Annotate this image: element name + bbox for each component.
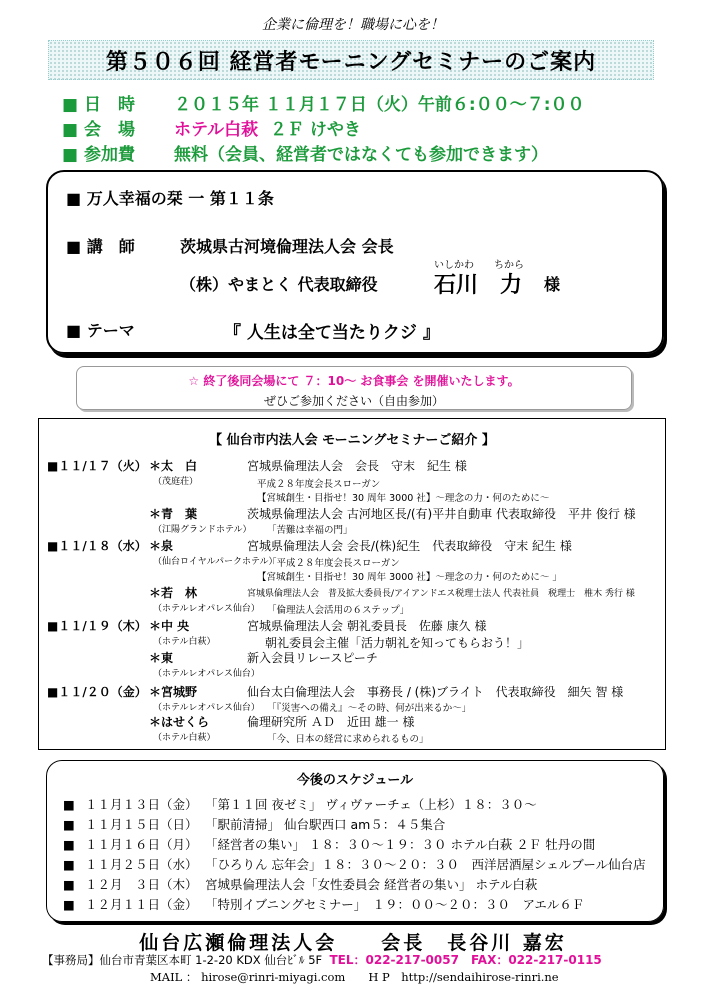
ruby-given: ちから <box>494 260 524 271</box>
intro-date-1119: ■１１/１９（木） <box>47 619 147 633</box>
e6-speaker: 新入会員リレースピーチ <box>247 651 378 665</box>
e8-name: ＊はせくら <box>149 715 210 729</box>
lecturer-label: ■ 講 師 <box>66 237 135 256</box>
speaker-box <box>46 170 664 354</box>
title-banner <box>48 40 654 80</box>
e7-speaker: 仙台太白倫理法人会 事務長 / (株)ブライト 代表取締役 細矢 智 様 <box>247 685 624 699</box>
e2-venue: （江陽グランドホテル） <box>153 525 252 535</box>
fee-row <box>62 140 548 165</box>
ruby-family: いしかわ <box>434 260 474 271</box>
schedule-item: ■ １１月１３日（金） 「第１１回 夜ゼミ」 ヴィヴァーチェ（上杉）１８：３０～ <box>63 797 537 812</box>
e5-name: ＊中 央 <box>149 619 190 633</box>
schedule-item: ■ １１月１５日（日） 「駅前清掃」 仙台駅西口 am５：４５集合 <box>63 817 446 832</box>
schedule-event: 「特別イブニングセミナー」 １９：００～２０：３０ アエル６Ｆ <box>205 897 585 912</box>
speaker-name: 石川 力 <box>434 273 523 298</box>
schedule-date: １２月 ３日（木） <box>85 877 198 892</box>
schedule-title: 今後のスケジュール <box>296 773 414 788</box>
e1-line-1: 平成２８年度会長スローガン <box>257 479 381 490</box>
e2-name: ＊青 葉 <box>149 507 198 521</box>
e6-name: ＊東 <box>149 651 174 665</box>
e4-name: ＊若 林 <box>149 586 198 600</box>
e3-line-1: 「平成２８年度会長スローガン <box>267 558 400 569</box>
theme-label: ■ テーマ <box>66 321 135 340</box>
e2-speaker: 茨城県倫理法人会 古河地区長/(有)平井自動車 代表取締役 平井 俊行 様 <box>247 507 636 521</box>
schedule-date: １１月１３日（金） <box>85 797 198 812</box>
dinner-line-1: ☆ 終了後同会場にて ７：10～ お食事会 を開催いたします。 <box>188 374 520 388</box>
venue-name: ホテル白萩 <box>174 120 259 140</box>
intro-date-1118: ■１１/１８（水） <box>47 539 147 553</box>
intro-title: 【 仙台市内法人会 モーニングセミナーご紹介 】 <box>209 433 495 448</box>
schedule-box <box>46 760 664 922</box>
e4-venue: （ホテルレオパレス仙台） <box>153 604 260 614</box>
schedule-item: ■ １２月 ３日（木） 宮城県倫理法人会「女性委員会 経営者の集い」 ホテル白萩 <box>63 877 538 892</box>
schedule-date: １１月１５日（日） <box>85 817 198 832</box>
schedule-date: １２月１１日（金） <box>85 897 198 912</box>
e1-venue: （茂庭荘） <box>153 477 199 487</box>
office-phone: TEL：022-217-0057 FAX：022-217-0115 <box>329 953 602 967</box>
schedule-item: ■ １２月１１日（金） 「特別イブニングセミナー」 １９：００～２０：３０ アエル６Ｆ <box>63 897 585 912</box>
e1-name: ＊太 白 <box>149 459 198 473</box>
speaker-honorific: 様 <box>544 275 561 294</box>
office-address: 【事務局】仙台市青葉区本町 1-2-20 KDX 仙台ﾋﾞﾙ 5F <box>42 953 323 967</box>
schedule-event: 宮城県倫理法人会「女性委員会 経営者の集い」 ホテル白萩 <box>205 877 538 892</box>
office-line <box>42 951 602 968</box>
e2-line-1: 「苦難は幸福の門」 <box>267 525 353 536</box>
e7-line-1: 「『災害への備え』～その時、何が出来るか～」 <box>267 703 472 714</box>
date-label: ■ 日 時 <box>62 95 135 115</box>
e4-speaker: 宮城県倫理法人会 普及拡大委員長/アイアンドエス税理士法人 代表社員 税理士 椎木 秀行 様 <box>247 589 635 599</box>
schedule-event: 「駅前清掃」 仙台駅西口 am５：４５集合 <box>205 817 446 832</box>
organization-name: 仙台広瀬倫理法人会 会長 長谷川 嘉宏 <box>139 932 567 954</box>
fee-label: ■ 参加費 <box>62 145 135 165</box>
e8-line-1: 「今、日本の経営に求められるもの」 <box>267 734 429 745</box>
fee-value: 無料（会員、経営者ではなくても参加できます） <box>174 145 548 165</box>
e7-name: ＊宮城野 <box>149 685 198 699</box>
e7-venue: （ホテルレオパレス仙台） <box>153 703 260 713</box>
schedule-event: 「ひろりん 忘年会」１８：３０～２０：３０ 西洋居酒屋シェルブール仙台店 <box>205 857 646 872</box>
e3-venue: （仙台ロイヤルパークホテル） <box>153 557 278 567</box>
e5-venue: （ホテル白萩） <box>153 637 216 647</box>
intro-date-1117: ■１１/１７（火） <box>47 459 147 473</box>
venue-label: ■ 会 場 <box>62 120 135 140</box>
e8-speaker: 倫理研究所 ＡＤ 近田 雄一 様 <box>247 715 415 729</box>
dinner-line-2: ぜひご参加ください（自由参加） <box>263 394 444 408</box>
e8-venue: （ホテル白萩） <box>153 733 216 743</box>
page-title: 第５０６回 経営者モーニングセミナーのご案内 <box>105 49 597 75</box>
e3-speaker: 宮城県倫理法人会 会長/(株)紀生 代表取締役 守末 紀生 様 <box>247 539 572 553</box>
schedule-item: ■ １１月１６日（月） 「経営者の集い」 １８：３０～１９：３０ ホテル白萩 ２Ｆ 牡丹の間 <box>63 837 596 852</box>
venue-room: ２Ｆ けやき <box>270 120 361 140</box>
speaker-affiliation: 茨城県古河境倫理法人会 会長 <box>180 237 394 256</box>
schedule-date: １１月２５日（水） <box>85 857 198 872</box>
contact-mail-line: MAIL ： hirose@rinri-miyagi.com H P http://sendaihirose-rinri.ne <box>150 970 559 984</box>
seminar-intro-box <box>38 418 666 750</box>
schedule-event: 「経営者の集い」 １８：３０～１９：３０ ホテル白萩 ２Ｆ 牡丹の間 <box>205 837 596 852</box>
date-row <box>62 90 585 115</box>
venue-row <box>62 115 361 140</box>
article-line: ■ 万人幸福の栞 一 第１１条 <box>66 189 274 208</box>
e1-line-2: 【宮城創生・目指せ！30 周年 3000 社】～理念の力・何のために～ <box>257 493 550 504</box>
date-value: ２０１５年 １１月１７日（火）午前６:００～７:００ <box>174 95 585 115</box>
intro-date-1120: ■１１/２０（金） <box>47 685 147 699</box>
e4-line-1: 「倫理法人会活用の６ステップ」 <box>267 605 410 616</box>
schedule-item: ■ １１月２５日（水） 「ひろりん 忘年会」１８：３０～２０：３０ 西洋居酒屋シェルブール仙台店 <box>63 857 646 872</box>
e3-name: ＊泉 <box>149 539 174 553</box>
dinner-notice <box>76 366 632 410</box>
e3-line-2: 【宮城創生・目指せ！30 周年 3000 社】～理念の力・何のために～ 」 <box>257 572 562 583</box>
schedule-date: １１月１６日（月） <box>85 837 198 852</box>
speaker-company: （株）やまとく 代表取締役 <box>180 275 378 294</box>
e6-venue: （ホテルレオパレス仙台） <box>153 669 260 679</box>
tagline: 企業に倫理を！職場に心を！ <box>262 17 444 33</box>
theme-title: 『 人生は全て当たりクジ 』 <box>224 323 440 343</box>
schedule-event: 「第１１回 夜ゼミ」 ヴィヴァーチェ（上杉）１８：３０～ <box>205 797 537 812</box>
e5-speaker: 宮城県倫理法人会 朝礼委員長 佐藤 康久 様 <box>247 619 487 633</box>
e1-speaker: 宮城県倫理法人会 会長 守末 紀生 様 <box>247 459 467 473</box>
e5-line-1: 朝礼委員会主催「活力朝礼を知ってもらおう！」 <box>265 636 530 650</box>
